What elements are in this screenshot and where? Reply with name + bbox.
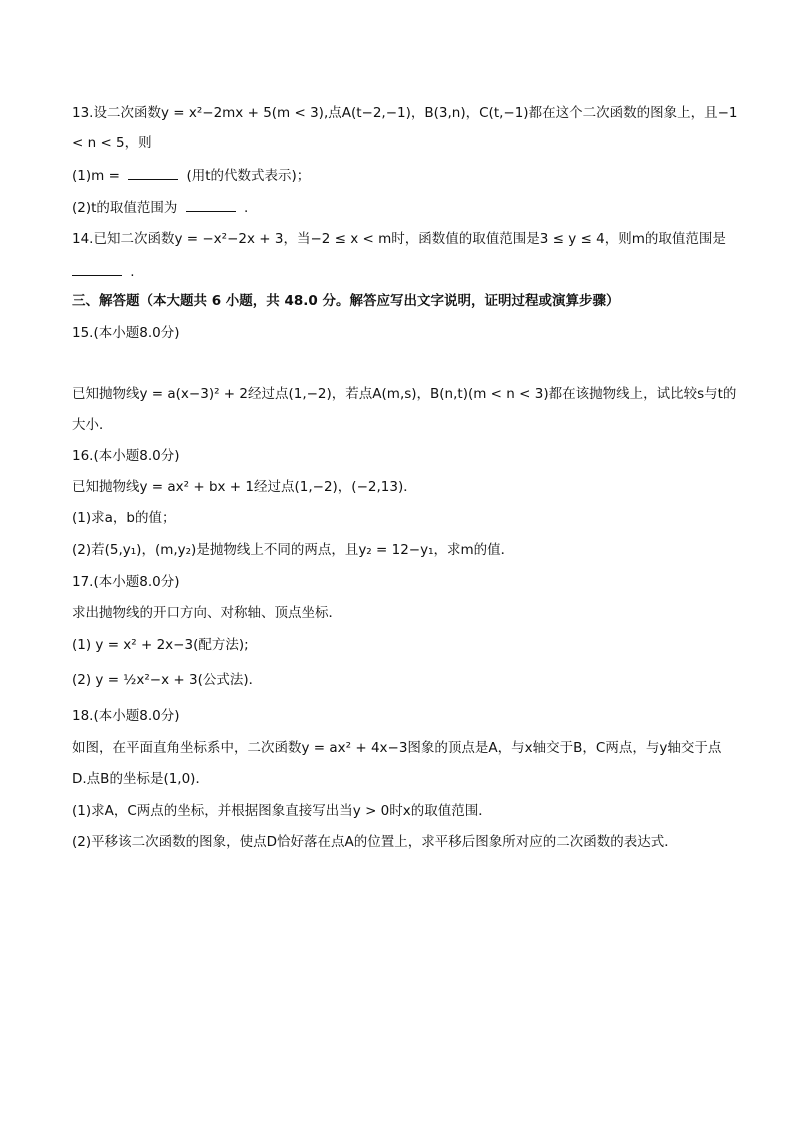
q14-line2 (72, 261, 754, 282)
q14-suffix: . (130, 264, 135, 280)
q15-line2: 大小． (72, 417, 113, 433)
q17-part1: (1) y = x² + 2x−3(配方法); (72, 637, 249, 653)
answer-blank[interactable] (186, 197, 236, 212)
q13-line2: < n < 5，则 (72, 135, 152, 151)
q13-part1-suffix: (用t的代数式表示)； (186, 168, 311, 184)
q17-header: 17.(本小题8.0分) (72, 574, 180, 590)
q18-line1: 如图，在平面直角坐标系中，二次函数y = ax² + 4x−3图象的顶点是A，与x轴交于B，C两点，与y轴交于点 (72, 740, 722, 756)
q17-part2: (2) y = ½x²−x + 3(公式法)． (72, 672, 263, 688)
q13-part2 (72, 197, 754, 218)
q15-header: 15.(本小题8.0分) (72, 325, 180, 341)
q13-part1 (72, 165, 754, 186)
q13-line1: 13.设二次函数y = x²−2mx + 5(m < 3),点A(t−2,−1)，B(3,n)，C(t,−1)都在这个二次函数的图象上，且−1 (72, 105, 738, 121)
q18-part1: (1)求A，C两点的坐标，并根据图象直接写出当y > 0时x的取值范围． (72, 803, 492, 819)
q13-part1-prefix: (1)m = (72, 168, 120, 184)
answer-blank[interactable] (72, 261, 122, 276)
q17-line1: 求出抛物线的开口方向、对称轴、顶点坐标． (72, 605, 342, 621)
q16-line1: 已知抛物线y = ax² + bx + 1经过点(1,−2)，(−2,13)． (72, 479, 417, 495)
q16-part2: (2)若(5,y₁)，(m,y₂)是抛物线上不同的两点，且y₂ = 12−y₁，求m的值． (72, 542, 515, 558)
q16-header: 16.(本小题8.0分) (72, 448, 180, 464)
answer-blank[interactable] (128, 165, 178, 180)
q14-line1: 14.已知二次函数y = −x²−2x + 3，当−2 ≤ x < m时，函数值的取值范围是3 ≤ y ≤ 4，则m的取值范围是 (72, 231, 726, 247)
section-heading: 三、解答题（本大题共 6 小题，共 48.0 分。解答应写出文字说明，证明过程或演算步骤） (72, 293, 620, 309)
q15-line1: 已知抛物线y = a(x−3)² + 2经过点(1,−2)，若点A(m,s)，B(n,t)(m < n < 3)都在该抛物线上，试比较s与t的 (72, 386, 737, 402)
q18-part2: (2)平移该二次函数的图象，使点D恰好落在点A的位置上，求平移后图象所对应的二次函数的表达式． (72, 834, 678, 850)
q13-part2-suffix: . (244, 200, 249, 216)
q18-header: 18.(本小题8.0分) (72, 708, 180, 724)
q13-part2-prefix: (2)t的取值范围为 (72, 200, 178, 216)
q16-part1: (1)求a，b的值； (72, 510, 176, 526)
q18-line2: D.点B的坐标是(1,0)． (72, 771, 209, 787)
